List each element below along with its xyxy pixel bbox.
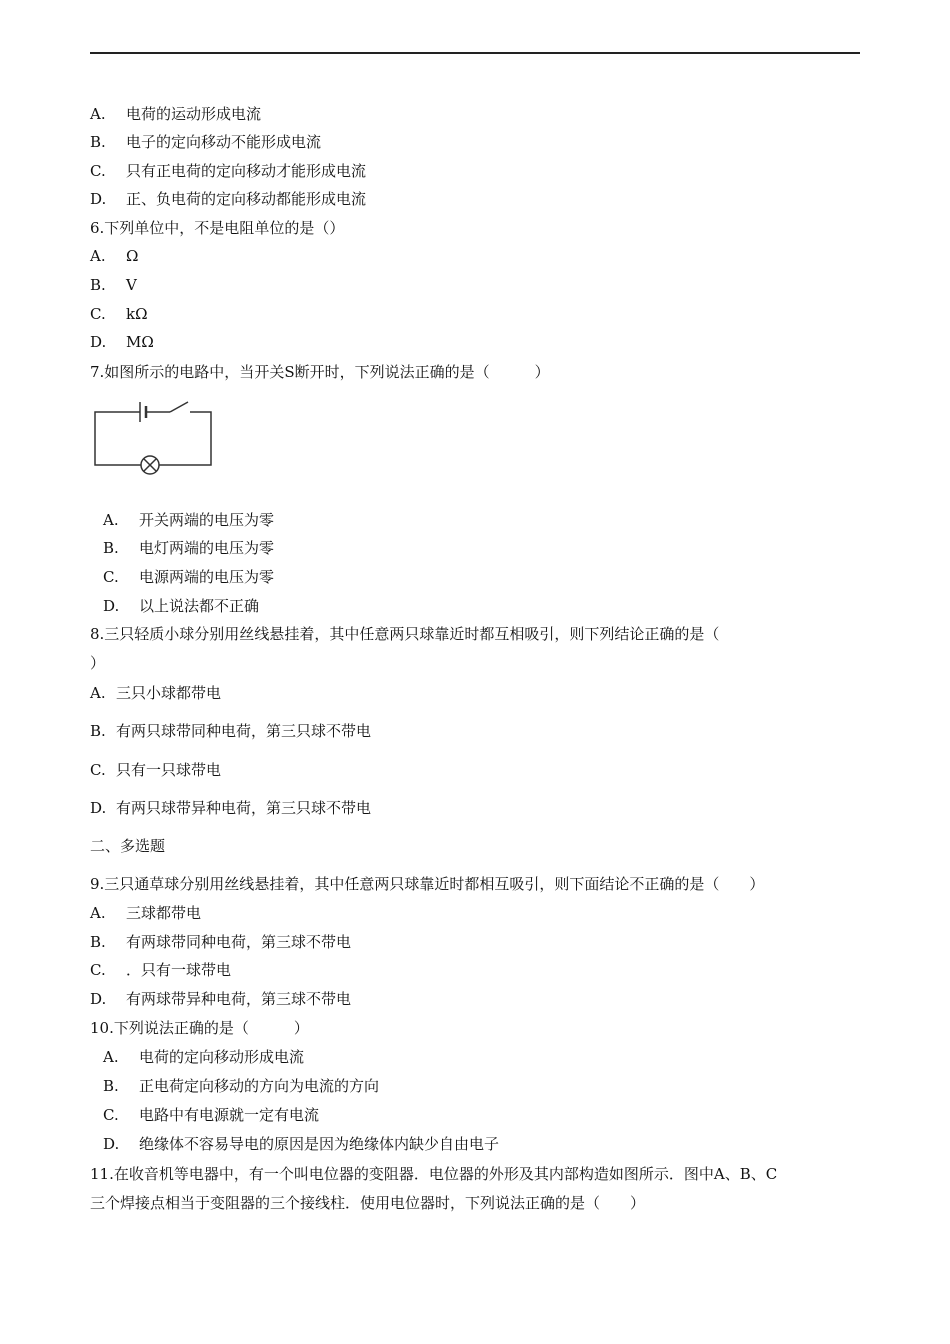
q8-option-c[interactable]: C. 只有一只球带电 <box>90 761 222 779</box>
q7-option-c[interactable]: C. 电源两端的电压为零 <box>103 568 275 586</box>
q8-option-a[interactable]: A. 三只小球都带电 <box>90 684 222 702</box>
q10-stem: 10.下列说法正确的是（ ） <box>90 1019 309 1037</box>
q8-option-b[interactable]: B. 有两只球带同种电荷，第三只球不带电 <box>90 722 372 740</box>
header-rule <box>90 52 860 54</box>
q8-option-d[interactable]: D. 有两只球带异种电荷，第三只球不带电 <box>90 799 372 817</box>
q9-option-b[interactable]: B. 有两球带同种电荷，第三球不带电 <box>90 933 352 951</box>
circuit-wire-left <box>95 412 141 465</box>
q7-stem: 7.如图所示的电路中，当开关S断开时，下列说法正确的是（ ） <box>90 363 550 381</box>
circuit-wire-right <box>159 412 211 465</box>
q10-option-c[interactable]: C. 电路中有电源就一定有电流 <box>103 1106 320 1124</box>
q7-option-d[interactable]: D. 以上说法都不正确 <box>103 597 260 615</box>
q8-stem-line2: ） <box>90 654 106 672</box>
q7-option-a[interactable]: A. 开关两端的电压为零 <box>103 511 275 529</box>
q9-stem: 9.三只通草球分别用丝线悬挂着，其中任意两只球靠近时都相互吸引，则下面结论不正确的是（ ） <box>90 875 765 893</box>
q5-option-b[interactable]: B. 电子的定向移动不能形成电流 <box>90 133 322 151</box>
q8-stem-line1: 8.三只轻质小球分别用丝线悬挂着，其中任意两只球靠近时都互相吸引，则下列结论正确的是（ <box>90 625 720 643</box>
q6-option-d[interactable]: D. MΩ <box>90 333 154 351</box>
circuit-diagram <box>90 398 220 478</box>
q5-option-a[interactable]: A. 电荷的运动形成电流 <box>90 105 262 123</box>
section-title-multiple-choice: 二、多选题 <box>90 837 166 855</box>
q6-option-a[interactable]: A. Ω <box>90 247 139 265</box>
q9-option-c[interactable]: C. ．只有一球带电 <box>90 961 232 979</box>
q9-option-a[interactable]: A. 三球都带电 <box>90 904 202 922</box>
q10-option-a[interactable]: A. 电荷的定向移动形成电流 <box>103 1048 305 1066</box>
q5-option-d[interactable]: D. 正、负电荷的定向移动都能形成电流 <box>90 190 367 208</box>
q5-option-c[interactable]: C. 只有正电荷的定向移动才能形成电流 <box>90 162 367 180</box>
q9-option-d[interactable]: D. 有两球带异种电荷，第三球不带电 <box>90 990 352 1008</box>
q6-stem: 6.下列单位中，不是电阻单位的是（） <box>90 219 345 237</box>
q6-option-c[interactable]: C. kΩ <box>90 305 148 323</box>
q10-option-d[interactable]: D. 绝缘体不容易导电的原因是因为绝缘体内缺少自由电子 <box>103 1135 500 1153</box>
q7-option-b[interactable]: B. 电灯两端的电压为零 <box>103 539 275 557</box>
switch-s <box>170 402 188 412</box>
q10-option-b[interactable]: B. 正电荷定向移动的方向为电流的方向 <box>103 1077 380 1095</box>
q6-option-b[interactable]: B. V <box>90 276 137 294</box>
q11-stem-line2: 三个焊接点相当于变阻器的三个接线柱．使用电位器时，下列说法正确的是（ ） <box>90 1194 646 1212</box>
q11-stem-line1: 11.在收音机等电器中，有一个叫电位器的变阻器．电位器的外形及其内部构造如图所示．图中A、B、C <box>90 1165 778 1183</box>
